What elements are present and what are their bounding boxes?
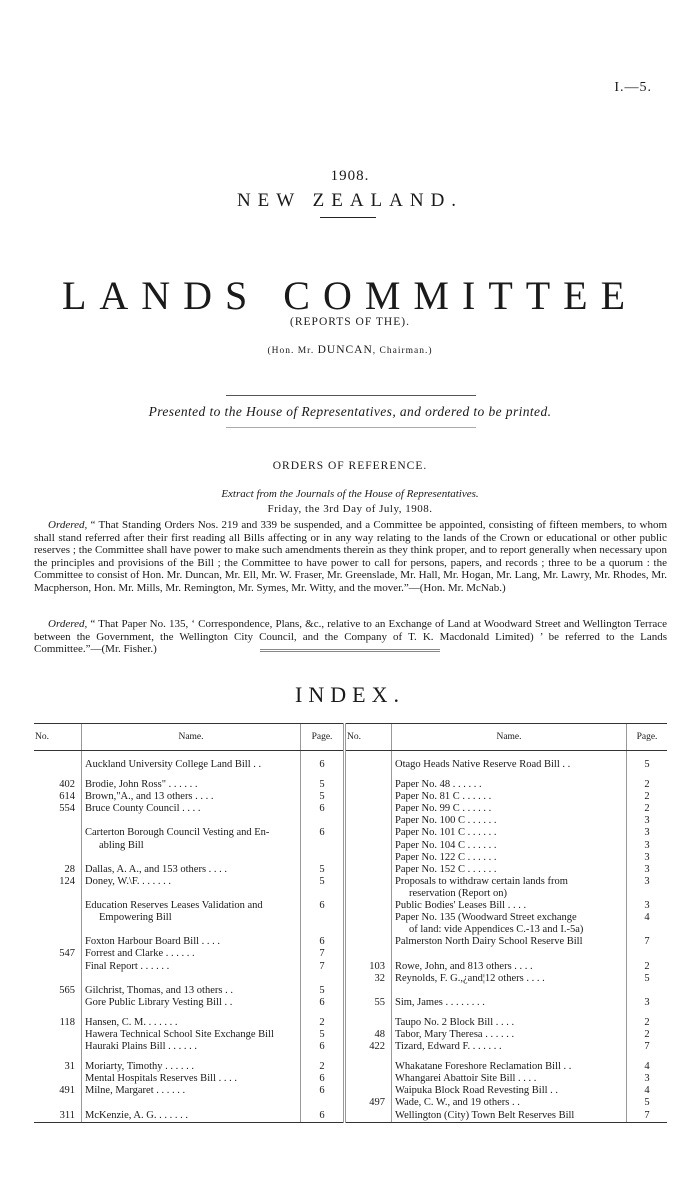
index-row xyxy=(34,1073,667,1085)
entry-no-left xyxy=(34,1097,82,1109)
entry-no-left: 565 xyxy=(59,984,75,996)
col-name-left: Name. xyxy=(82,724,301,751)
entry-name-right xyxy=(392,791,627,803)
entry-name-left-text: McKenzie, A. G. . . . . . . xyxy=(85,1109,188,1121)
index-row xyxy=(34,973,667,985)
document-year: 1908. xyxy=(330,168,370,184)
entry-name-left xyxy=(82,961,301,973)
index-row xyxy=(34,1061,667,1073)
col-page-right: Page. xyxy=(627,724,668,751)
entry-name-left-text: Moriarty, Timothy . . . . . . xyxy=(85,1061,194,1073)
entry-name-right xyxy=(392,1041,627,1053)
entry-no-right xyxy=(345,985,392,997)
entry-name-left xyxy=(82,759,301,771)
entry-page-right: 3 xyxy=(627,815,668,827)
order-lead: Ordered, xyxy=(48,519,88,531)
entry-no-left xyxy=(34,1029,82,1041)
entry-no-right xyxy=(345,924,392,936)
entry-name-left xyxy=(82,791,301,803)
entry-name-left xyxy=(82,936,301,948)
index-gap-row xyxy=(34,1053,667,1061)
entry-no-right xyxy=(345,791,392,803)
entry-page-left xyxy=(301,815,345,827)
entry-name-left xyxy=(82,779,301,791)
entry-page-right: 5 xyxy=(627,759,668,771)
entry-no-right xyxy=(345,759,392,771)
entry-name-left xyxy=(82,912,301,924)
entry-name-right xyxy=(392,803,627,815)
page-reference: I.—5. xyxy=(614,80,652,95)
entry-name-left xyxy=(82,1097,301,1109)
index-row xyxy=(34,924,667,936)
entry-no-right xyxy=(345,803,392,815)
entry-no-left: 28 xyxy=(64,863,75,875)
entry-name-left xyxy=(82,1061,301,1073)
entry-page-left: 6 xyxy=(301,759,345,771)
col-no-right: No. xyxy=(345,724,392,751)
entry-name-left-text: Empowering Bill xyxy=(99,912,172,924)
index-header-row xyxy=(34,724,667,751)
entry-name-left-text: Gilchrist, Thomas, and 13 others . . xyxy=(85,984,233,996)
entry-name-right xyxy=(392,1097,627,1109)
index-row xyxy=(34,1110,667,1123)
entry-name-right-text: Tabor, Mary Theresa . . . . . . xyxy=(395,1028,515,1040)
entry-name-right-text: Paper No. 152 C . . . . . . xyxy=(395,863,497,875)
entry-page-left: 2 xyxy=(301,1017,345,1029)
entry-page-right: 3 xyxy=(627,1073,668,1085)
entry-page-left: 5 xyxy=(301,779,345,791)
entry-name-right xyxy=(392,888,627,900)
entry-no-left: 614 xyxy=(59,791,75,803)
entry-page-right: 2 xyxy=(627,791,668,803)
entry-name-left-text: Final Report . . . . . . xyxy=(85,960,170,972)
section-divider xyxy=(260,649,440,652)
index-row xyxy=(34,864,667,876)
index-gap-row xyxy=(34,1009,667,1017)
entry-no-left xyxy=(34,815,82,827)
entry-no-left: 547 xyxy=(59,948,75,960)
entry-name-left-text: Doney, W.\F. . . . . . . xyxy=(85,875,171,887)
entry-no-right xyxy=(345,936,392,948)
entry-name-left xyxy=(82,1085,301,1097)
entry-name-left-text: Auckland University College Land Bill . . xyxy=(85,759,262,770)
entry-page-right: 4 xyxy=(627,912,668,924)
chairman-name: DUNCAN xyxy=(317,344,373,356)
entry-page-right: 3 xyxy=(627,852,668,864)
entry-page-left: 7 xyxy=(301,961,345,973)
entry-no-right: 103 xyxy=(345,961,392,973)
entry-name-left xyxy=(82,985,301,997)
heading-divider xyxy=(320,217,376,218)
entry-name-right xyxy=(392,840,627,852)
index-table xyxy=(34,723,667,1123)
entry-name-left xyxy=(82,997,301,1009)
entry-name-left xyxy=(82,815,301,827)
index-row xyxy=(34,876,667,888)
entry-name-left xyxy=(82,1041,301,1053)
entry-no-left xyxy=(34,1041,82,1053)
entry-page-right: 3 xyxy=(627,876,668,888)
entry-no-right: 422 xyxy=(345,1041,392,1053)
entry-name-left-text: Gore Public Library Vesting Bill . . xyxy=(85,996,233,1008)
entry-no-right: 55 xyxy=(345,997,392,1009)
index-row xyxy=(34,948,667,960)
document-title: LANDS COMMITTEE xyxy=(61,273,639,318)
entry-no-left xyxy=(34,924,82,936)
entry-no-right xyxy=(345,912,392,924)
entry-page-left: 5 xyxy=(301,791,345,803)
entry-name-right-text: Paper No. 122 C . . . . . . xyxy=(395,851,497,863)
index-row xyxy=(34,791,667,803)
entry-page-left: 6 xyxy=(301,900,345,912)
entry-name-right xyxy=(392,1085,627,1097)
entry-page-left: 6 xyxy=(301,803,345,815)
journal-extract: Extract from the Journals of the House of Representatives. xyxy=(221,488,479,500)
entry-page-left: 6 xyxy=(301,997,345,1009)
entry-no-left xyxy=(34,936,82,948)
entry-no-left xyxy=(34,759,82,771)
entry-page-right: 2 xyxy=(627,1017,668,1029)
entry-name-right-text: Sim, James . . . . . . . . xyxy=(395,996,485,1008)
index-row xyxy=(34,961,667,973)
entry-no-right: 32 xyxy=(345,973,392,985)
order-text: “ That Paper No. 135, ‘ Correspondence, Plans, &c., relative to an Exchange of Land at Woodward Street and Wellington Terrace between the Government, the Wellington City Council, and the Company of T. K. Macdonald Limited) ’ be referred to the Lands Committee.”—(Mr. Fisher.) xyxy=(34,618,667,656)
entry-page-left xyxy=(301,924,345,936)
orders-heading: ORDERS OF REFERENCE. xyxy=(272,460,428,472)
index-body xyxy=(34,751,667,1123)
entry-no-right xyxy=(345,1061,392,1073)
entry-page-right: 3 xyxy=(627,997,668,1009)
entry-name-left xyxy=(82,1017,301,1029)
entry-no-right xyxy=(345,876,392,888)
entry-name-right-text: Paper No. 101 C . . . . . . xyxy=(395,827,497,839)
order-text: “ That Standing Orders Nos. 219 and 339 be suspended, and a Committee be appointed, consisting of fifteen members, to whom shall stand referred after their first reading all Bills affecting or in any way relating to the lands of the Crown or educational or other public reserves ; the Committee shall have power to make such amendments therein as they think proper, and to report generally when necessary upon the principles and provisions of the Bill ; the Committee to have power to call for persons, papers, and records ; three to be a quorum : the Committee to consist of Hon. Mr. Duncan, Mr. Ell, Mr. W. Fraser, Mr. Greenslade, Mr. Hall, Mr. Hogan, Mr. Lang, Mr. Lawry, Mr. Rhodes, Mr. Macpherson, Hon. Mr. Mills, Mr. Remington, Mr. Symes, Mr. Witty, and the mover.”—(Hon. Mr. McNab.) xyxy=(34,519,667,594)
entry-name-left xyxy=(82,1110,301,1123)
entry-name-right-text: Taupo No. 2 Block Bill . . . . xyxy=(395,1016,515,1028)
index-row xyxy=(34,997,667,1009)
order-paragraph-1 xyxy=(34,519,667,595)
entry-name-right-text: Palmerston North Dairy School Reserve Bill xyxy=(395,936,583,948)
entry-name-right-text: Paper No. 100 C . . . . . . xyxy=(395,815,497,827)
entry-page-left: 6 xyxy=(301,1073,345,1085)
index-row xyxy=(34,1041,667,1053)
entry-page-right: 3 xyxy=(627,864,668,876)
entry-name-right-text: reservation (Report on) xyxy=(409,887,507,899)
entry-name-left-text: Milne, Margaret . . . . . . xyxy=(85,1085,186,1097)
entry-name-right-text: Tizard, Edward F. . . . . . . xyxy=(395,1041,502,1053)
entry-name-right xyxy=(392,1029,627,1041)
entry-name-left-text: Forrest and Clarke . . . . . . xyxy=(85,948,195,960)
entry-page-right: 4 xyxy=(627,1085,668,1097)
index-row xyxy=(34,1029,667,1041)
entry-name-right-text: Waipuka Block Road Revesting Bill . . xyxy=(395,1085,559,1097)
index-row xyxy=(34,759,667,771)
index-row xyxy=(34,803,667,815)
entry-name-right xyxy=(392,924,627,936)
entry-page-right: 3 xyxy=(627,900,668,912)
entry-page-right: 4 xyxy=(627,1061,668,1073)
entry-page-right: 2 xyxy=(627,961,668,973)
entry-name-left xyxy=(82,948,301,960)
index-row xyxy=(34,936,667,948)
entry-name-left xyxy=(82,1073,301,1085)
col-page-left: Page. xyxy=(301,724,345,751)
document-subtitle: (REPORTS OF THE). xyxy=(290,316,410,328)
entry-no-right xyxy=(345,900,392,912)
entry-no-left xyxy=(34,840,82,852)
index-row xyxy=(34,900,667,912)
index-row xyxy=(34,985,667,997)
entry-page-right xyxy=(627,948,668,960)
entry-page-left: 6 xyxy=(301,1085,345,1097)
entry-page-left: 5 xyxy=(301,985,345,997)
entry-name-right-text: Paper No. 48 . . . . . . xyxy=(395,779,482,791)
entry-name-right xyxy=(392,912,627,924)
entry-no-right xyxy=(345,827,392,839)
entry-no-left: 402 xyxy=(59,779,75,791)
entry-name-left-text: Dallas, A. A., and 153 others . . . . xyxy=(85,863,228,875)
entry-no-left: 311 xyxy=(34,1110,82,1123)
entry-no-left: 491 xyxy=(59,1085,75,1097)
chairman-suffix: , Chairman.) xyxy=(372,346,433,356)
order-lead: Ordered, xyxy=(48,618,88,630)
entry-page-right: 7 xyxy=(627,1041,668,1053)
entry-no-left xyxy=(34,973,82,985)
entry-name-left-text: Hawera Technical School Site Exchange Bill xyxy=(85,1028,274,1040)
entry-name-right-text: Otago Heads Native Reserve Road Bill . . xyxy=(395,759,571,770)
index-row xyxy=(34,779,667,791)
entry-name-right-text: of land: vide Appendices C.-13 and I.-5a) xyxy=(409,924,584,936)
entry-page-left: 2 xyxy=(301,1061,345,1073)
entry-page-right xyxy=(627,985,668,997)
entry-name-right xyxy=(392,1061,627,1073)
index-spacer xyxy=(34,751,667,760)
entry-no-right xyxy=(345,948,392,960)
index-row xyxy=(34,852,667,864)
entry-name-right xyxy=(392,997,627,1009)
entry-name-right xyxy=(392,759,627,771)
entry-name-left-text: Brodie, John Ross" . . . . . . xyxy=(85,779,198,791)
entry-no-left: 124 xyxy=(59,875,75,887)
entry-name-left-text: Carterton Borough Council Vesting and En- xyxy=(85,827,270,839)
index-title: INDEX. xyxy=(295,682,405,707)
entry-no-left xyxy=(34,1073,82,1085)
entry-name-right xyxy=(392,973,627,985)
entry-name-right-text: Wade, C. W., and 19 others . . xyxy=(395,1097,520,1109)
entry-name-right-text: Whangarei Abattoir Site Bill . . . . xyxy=(395,1073,537,1085)
entry-name-right xyxy=(392,1073,627,1085)
col-name-right: Name. xyxy=(392,724,627,751)
entry-page-right: 7 xyxy=(627,1110,668,1123)
entry-page-left xyxy=(301,840,345,852)
entry-page-left: 7 xyxy=(301,948,345,960)
entry-no-right: 48 xyxy=(345,1029,392,1041)
index-row xyxy=(34,840,667,852)
entry-page-left: 6 xyxy=(301,1110,345,1123)
entry-no-right xyxy=(345,1017,392,1029)
entry-page-right: 2 xyxy=(627,803,668,815)
entry-name-left xyxy=(82,852,301,864)
entry-name-left-text: Foxton Harbour Board Bill . . . . xyxy=(85,936,221,948)
entry-page-right: 2 xyxy=(627,1029,668,1041)
entry-page-left: 5 xyxy=(301,864,345,876)
entry-no-right xyxy=(345,864,392,876)
entry-name-left xyxy=(82,973,301,985)
entry-no-left xyxy=(34,912,82,924)
entry-name-right-text: Proposals to withdraw certain lands from xyxy=(395,875,568,887)
entry-page-right: 3 xyxy=(627,840,668,852)
entry-page-left xyxy=(301,852,345,864)
entry-name-right-text: Paper No. 104 C . . . . . . xyxy=(395,839,497,851)
entry-no-left xyxy=(34,997,82,1009)
entry-no-right xyxy=(345,852,392,864)
entry-no-left xyxy=(34,900,82,912)
entry-no-right: 497 xyxy=(345,1097,392,1109)
entry-name-right xyxy=(392,985,627,997)
entry-no-left: 554 xyxy=(59,803,75,815)
entry-page-right: 5 xyxy=(627,973,668,985)
entry-no-right xyxy=(345,888,392,900)
entry-name-left xyxy=(82,888,301,900)
index-row xyxy=(34,1097,667,1109)
col-no-left: No. xyxy=(34,724,82,751)
entry-name-right xyxy=(392,1110,627,1123)
entry-name-right xyxy=(392,815,627,827)
index-row xyxy=(34,815,667,827)
entry-name-right xyxy=(392,827,627,839)
chairman-line xyxy=(0,344,700,356)
entry-no-right xyxy=(345,815,392,827)
presented-line: Presented to the House of Representatives, and ordered to be printed. xyxy=(148,404,552,419)
entry-name-left xyxy=(82,876,301,888)
entry-name-left-text: Mental Hospitals Reserves Bill . . . . xyxy=(85,1073,237,1085)
entry-no-left xyxy=(34,961,82,973)
entry-name-left xyxy=(82,840,301,852)
ornamental-rule xyxy=(226,395,476,396)
index-gap-row xyxy=(34,771,667,779)
entry-page-left: 5 xyxy=(301,1029,345,1041)
entry-name-right xyxy=(392,779,627,791)
entry-name-left xyxy=(82,803,301,815)
entry-page-right xyxy=(627,888,668,900)
order-date: Friday, the 3rd Day of July, 1908. xyxy=(267,503,433,515)
entry-page-left: 6 xyxy=(301,827,345,839)
country-heading: NEW ZEALAND. xyxy=(236,190,464,211)
divider-rule xyxy=(226,427,476,428)
entry-name-left-text: Education Reserves Leases Validation and xyxy=(85,900,263,912)
entry-page-left xyxy=(301,888,345,900)
entry-name-left-text: Brown,"A., and 13 others . . . . xyxy=(85,791,214,803)
entry-page-right: 5 xyxy=(627,1097,668,1109)
index-row xyxy=(34,1017,667,1029)
entry-no-right xyxy=(345,840,392,852)
entry-name-left-text: Bruce County Council . . . . xyxy=(85,803,201,815)
index-row xyxy=(34,912,667,924)
entry-name-right-text: Paper No. 81 C . . . . . . xyxy=(395,791,492,803)
entry-name-right xyxy=(392,948,627,960)
entry-name-right-text: Reynolds, F. G.,¿and¦12 others . . . . xyxy=(395,972,545,984)
entry-name-left xyxy=(82,827,301,839)
entry-name-left xyxy=(82,900,301,912)
chairman-prefix: (Hon. Mr. xyxy=(267,346,318,356)
entry-name-left-text: Hauraki Plains Bill . . . . . . xyxy=(85,1041,197,1053)
entry-no-left xyxy=(34,888,82,900)
entry-no-right xyxy=(345,1110,392,1123)
entry-name-right xyxy=(392,1017,627,1029)
entry-page-left: 6 xyxy=(301,936,345,948)
entry-name-left-text: Hansen, C. M. . . . . . . xyxy=(85,1016,178,1028)
entry-page-right xyxy=(627,924,668,936)
entry-name-right xyxy=(392,936,627,948)
entry-name-left xyxy=(82,924,301,936)
entry-page-left xyxy=(301,1097,345,1109)
index-row xyxy=(34,888,667,900)
entry-name-left-text: abling Bill xyxy=(99,839,144,851)
entry-name-right xyxy=(392,852,627,864)
entry-name-right-text: Paper No. 135 (Woodward Street exchange xyxy=(395,912,577,924)
entry-name-right xyxy=(392,876,627,888)
entry-page-right: 3 xyxy=(627,827,668,839)
entry-no-left: 31 xyxy=(64,1061,75,1073)
entry-no-left xyxy=(34,852,82,864)
entry-name-left xyxy=(82,1029,301,1041)
entry-name-right-text: Wellington (City) Town Belt Reserves Bill xyxy=(395,1109,575,1121)
entry-name-left xyxy=(82,864,301,876)
entry-name-right xyxy=(392,961,627,973)
entry-no-right xyxy=(345,779,392,791)
entry-name-right-text: Paper No. 99 C . . . . . . xyxy=(395,803,492,815)
entry-name-right-text: Public Bodies' Leases Bill . . . . xyxy=(395,900,527,912)
entry-name-right-text: Rowe, John, and 813 others . . . . xyxy=(395,960,533,972)
entry-name-right xyxy=(392,864,627,876)
entry-page-left xyxy=(301,912,345,924)
entry-name-right-text: Whakatane Foreshore Reclamation Bill . . xyxy=(395,1061,572,1073)
entry-page-left: 5 xyxy=(301,876,345,888)
entry-no-right xyxy=(345,1085,392,1097)
entry-no-right xyxy=(345,1073,392,1085)
entry-page-left: 6 xyxy=(301,1041,345,1053)
index-row xyxy=(34,1085,667,1097)
entry-no-left xyxy=(34,827,82,839)
entry-page-left xyxy=(301,973,345,985)
entry-page-right: 7 xyxy=(627,936,668,948)
entry-no-left: 118 xyxy=(59,1016,75,1028)
index-row xyxy=(34,827,667,839)
entry-page-right: 2 xyxy=(627,779,668,791)
entry-name-right xyxy=(392,900,627,912)
